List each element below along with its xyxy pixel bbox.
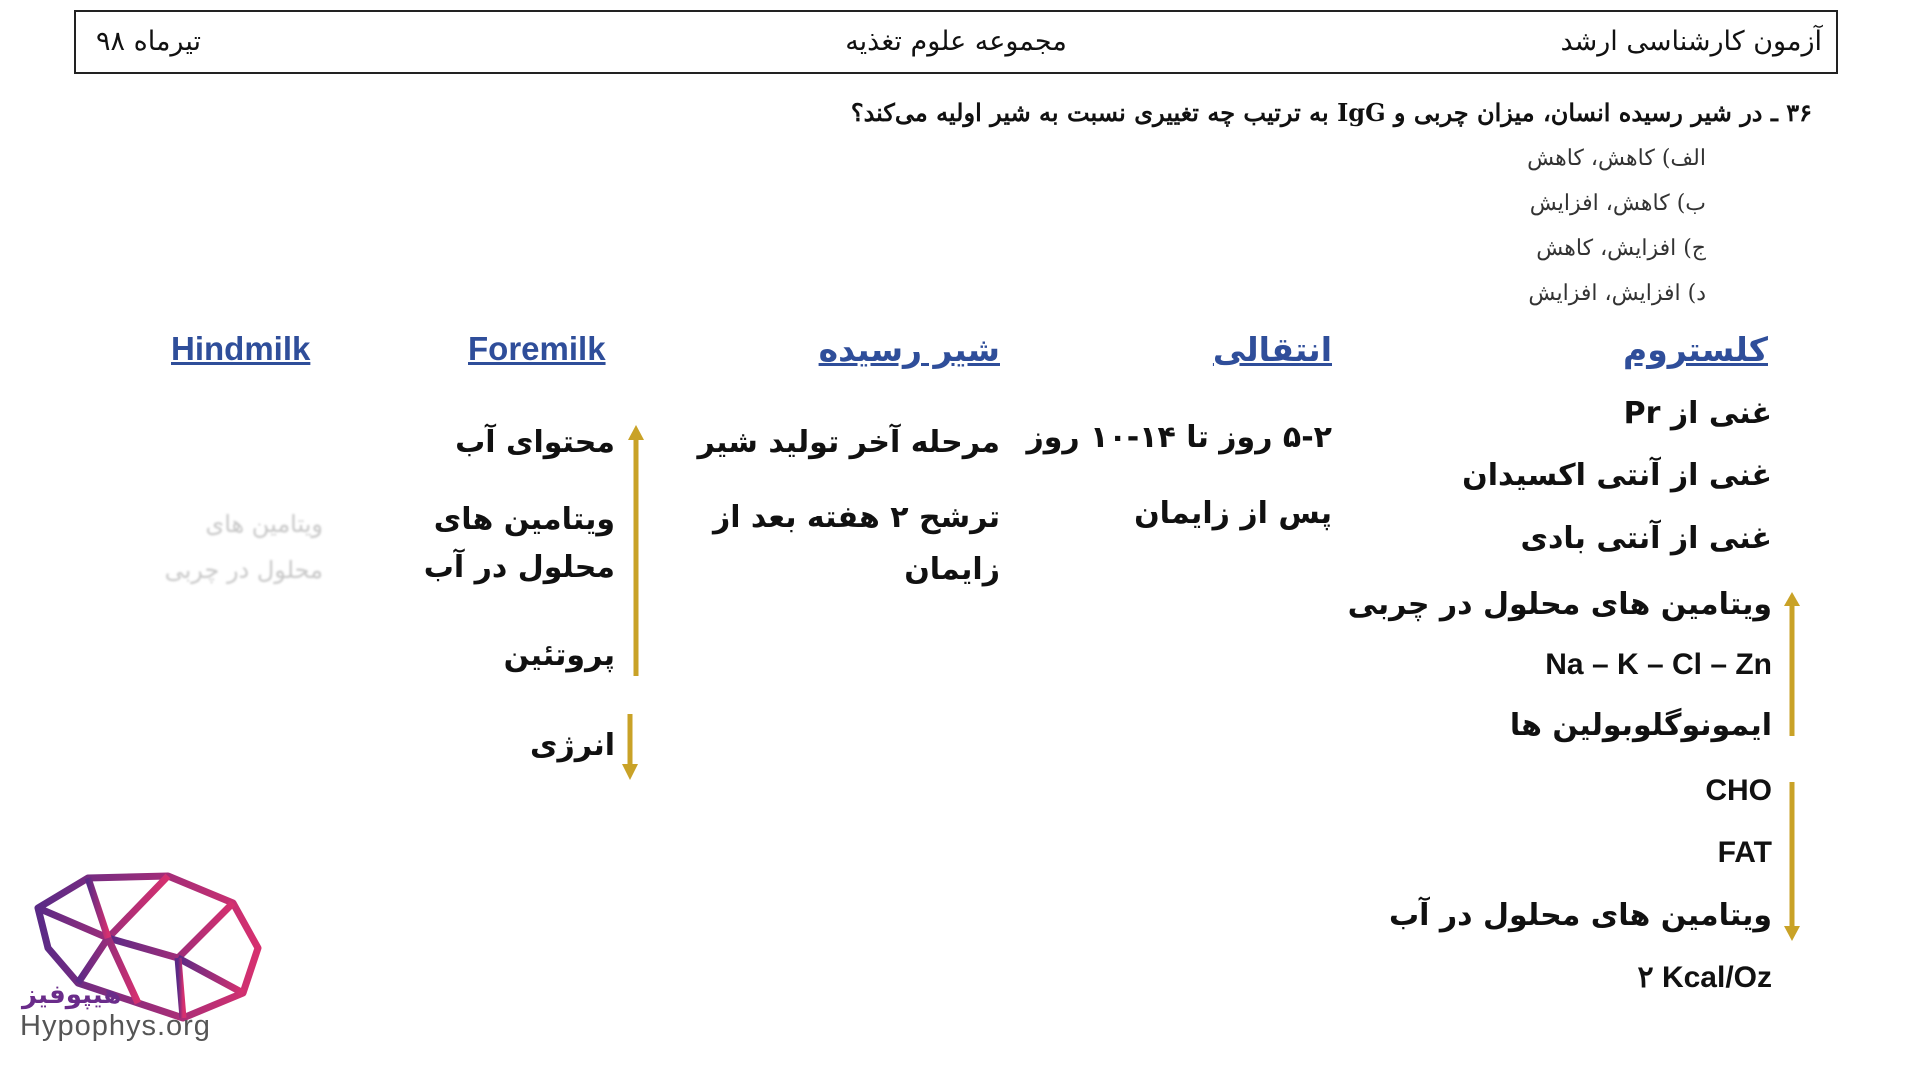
heading-transitional: انتقالی bbox=[1212, 330, 1332, 369]
option-c: ج) افزایش، کاهش bbox=[1536, 236, 1706, 261]
logo-persian-text: هیپوفیز bbox=[22, 980, 122, 1010]
mature-item: مرحله آخر تولید شیر bbox=[697, 425, 1000, 460]
hindmilk-item: ویتامین های bbox=[205, 510, 323, 538]
mature-item: زایمان bbox=[904, 552, 1000, 587]
option-b: ب) کاهش، افزایش bbox=[1529, 191, 1706, 216]
colostrum-item: غنی از آنتی اکسیدان bbox=[1462, 458, 1772, 493]
colostrum-item: CHO bbox=[1705, 774, 1772, 807]
hindmilk-item: محلول در چربی bbox=[164, 556, 323, 584]
answer-options bbox=[1527, 146, 1706, 326]
colostrum-item: ویتامین های محلول در آب bbox=[1389, 898, 1772, 933]
foremilk-down-arrowhead bbox=[622, 764, 638, 780]
colostrum-item: غنی از Pr bbox=[1623, 396, 1772, 431]
foremilk-item: ویتامین های bbox=[433, 502, 615, 537]
transitional-item: ۵-۲ روز تا ۱۴-۱۰ روز bbox=[1026, 420, 1332, 455]
colostrum-item: Na – K – Cl – Zn bbox=[1545, 648, 1772, 681]
foremilk-up-arrowhead bbox=[628, 425, 644, 440]
transitional-item: پس از زایمان bbox=[1134, 496, 1332, 531]
colostrum-item: FAT bbox=[1717, 836, 1772, 869]
foremilk-item: محلول در آب bbox=[423, 550, 615, 585]
colostrum-item: ۲ Kcal/Oz bbox=[1637, 961, 1772, 994]
exam-header bbox=[74, 10, 1838, 74]
exam-subject: مجموعه علوم تغذیه bbox=[845, 26, 1067, 57]
heading-mature-milk: شیر رسیده bbox=[818, 330, 1000, 369]
option-a: الف) کاهش، کاهش bbox=[1527, 146, 1706, 171]
foremilk-item: پروتئین bbox=[503, 638, 615, 673]
colostrum-item: غنی از آنتی بادی bbox=[1520, 521, 1772, 556]
colostrum-item: ویتامین های محلول در چربی bbox=[1347, 587, 1772, 622]
exam-title: آزمون کارشناسی ارشد bbox=[1560, 26, 1822, 57]
logo-site-text: Hypophys.org bbox=[20, 1010, 211, 1042]
heading-hindmilk: Hindmilk bbox=[171, 330, 311, 367]
colostrum-item: ایمونوگلوبولین ها bbox=[1509, 708, 1772, 743]
question-text: ۳۶ ـ در شیر رسیده انسان، میزان چربی و IgG به ترتیب چه تغییری نسبت به شیر اولیه می‌کند؟ bbox=[850, 98, 1812, 127]
colostrum-down-arrowhead bbox=[1784, 926, 1800, 941]
foremilk-item: محتوای آب bbox=[455, 425, 615, 460]
mature-item: ترشح ۲ هفته بعد از bbox=[712, 500, 1000, 535]
exam-date: تیرماه ۹۸ bbox=[96, 26, 201, 57]
foremilk-item: انرژی bbox=[530, 728, 615, 763]
heading-foremilk: Foremilk bbox=[468, 330, 606, 367]
colostrum-up-arrowhead bbox=[1784, 592, 1800, 606]
option-d: د) افزایش، افزایش bbox=[1528, 281, 1706, 306]
heading-colostrum: کلستروم bbox=[1623, 330, 1768, 369]
